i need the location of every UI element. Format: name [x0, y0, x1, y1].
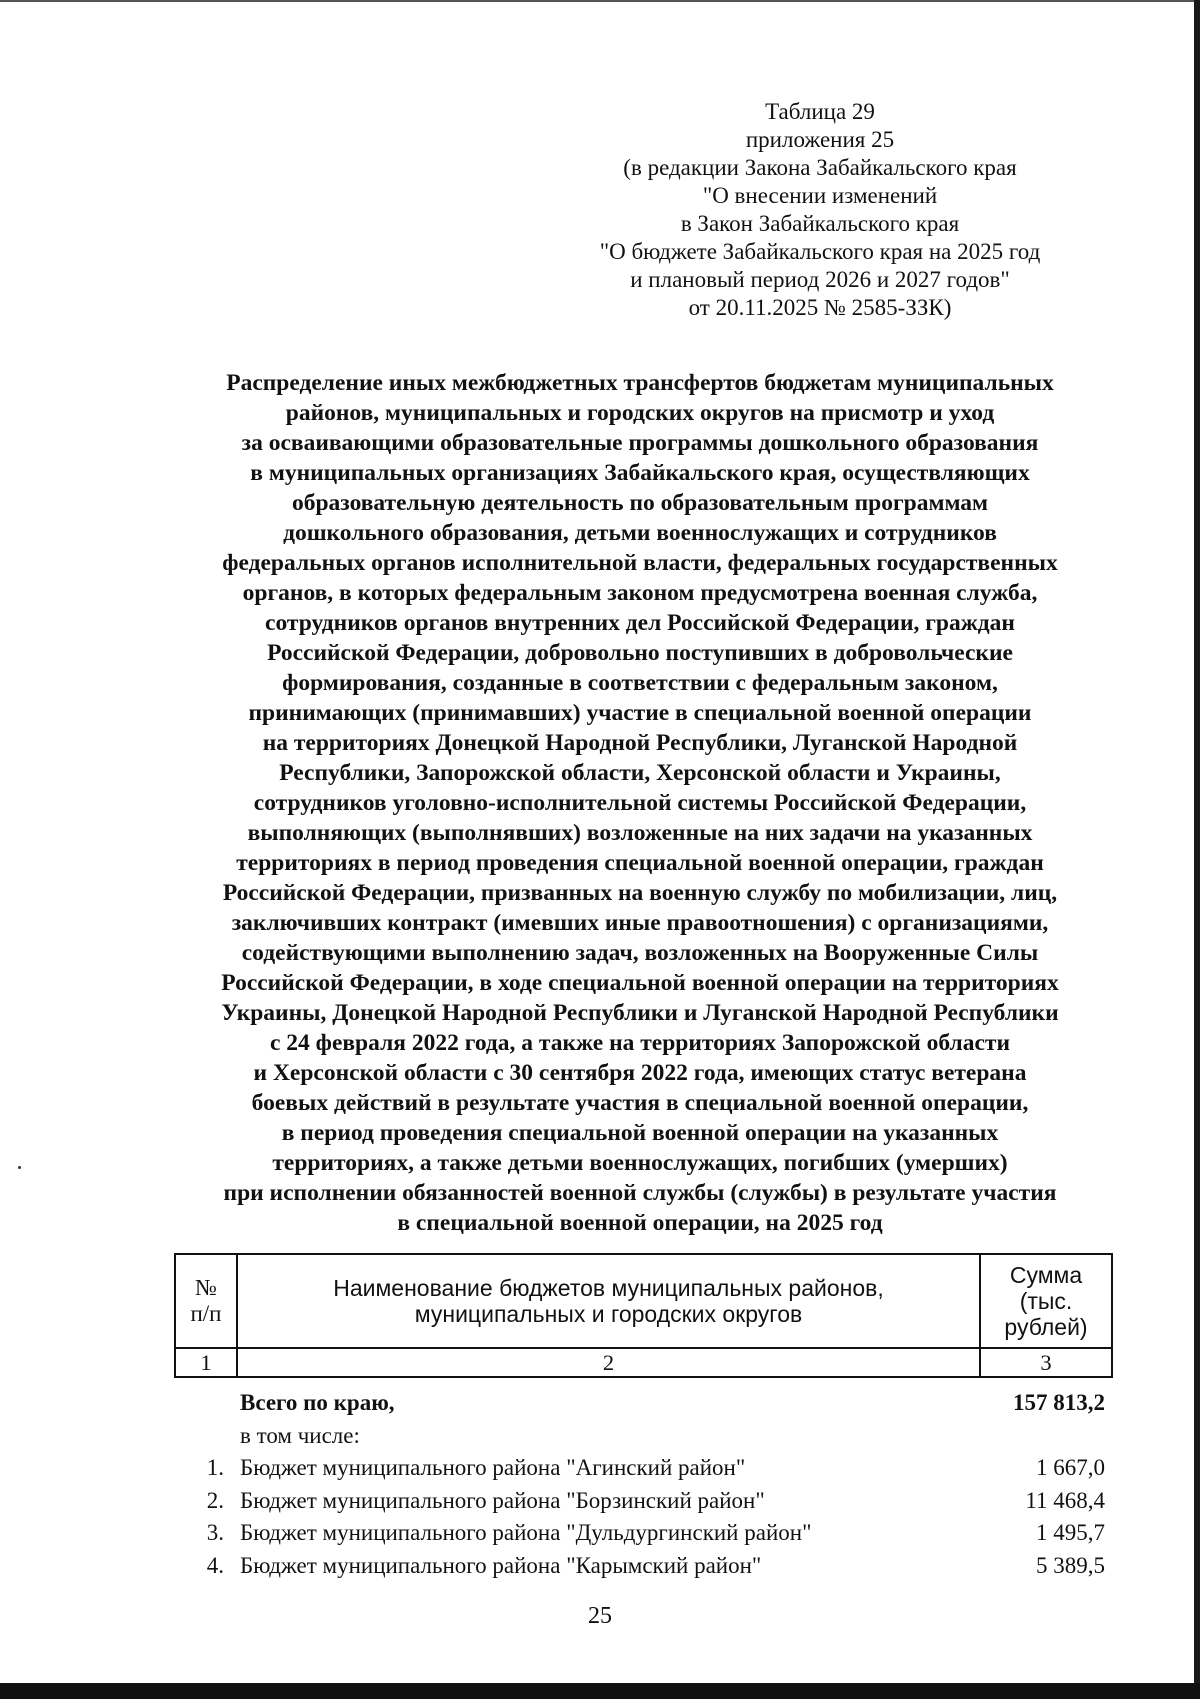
title-line: за осваивающими образовательные программы дошкольного образования	[241, 430, 1039, 456]
row-name: в том числе:	[240, 1422, 360, 1448]
page-number: 25	[588, 1603, 612, 1629]
title-line: Распределение иных межбюджетных трансфертов бюджетам муниципальных	[226, 370, 1054, 396]
row-number: 1.	[206, 1455, 224, 1480]
title-line: образовательную деятельность по образовательным программам	[291, 490, 989, 516]
column-header-name: Наименование бюджетов муниципальных районов, муниципальных и городских округов	[237, 1254, 980, 1348]
scan-edge-bottom	[0, 1683, 1200, 1699]
header-line: "О внесении изменений	[702, 183, 938, 208]
table-row	[174, 1485, 1113, 1518]
row-name: Бюджет муниципального района "Дульдургинский район"	[240, 1520, 812, 1545]
title-line: территориях в период проведения специальной военной операции, граждан	[236, 850, 1044, 876]
title-line: заключивших контракт (имевших иные правоотношения) с организациями,	[231, 910, 1049, 936]
row-sum: 1 495,7	[1036, 1520, 1105, 1545]
title-line: в период проведения специальной военной операции на указанных	[281, 1120, 999, 1146]
row-name: Бюджет муниципального района "Карымский район"	[240, 1552, 762, 1578]
header-line: "О бюджете Забайкальского края на 2025 год	[599, 239, 1041, 264]
title-line: Российской Федерации, призванных на военную службу по мобилизации, лиц,	[222, 880, 1058, 906]
title-line: Российской Федерации, добровольно поступивших в добровольческие	[267, 640, 1013, 666]
title-line: выполняющих (выполнявших) возложенные на них задачи на указанных	[247, 820, 1033, 846]
table-row	[174, 1517, 1113, 1550]
table-row	[174, 1452, 1113, 1485]
row-number	[174, 1420, 240, 1453]
appendix-header	[560, 98, 1080, 322]
title-line: районов, муниципальных и городских округов на присмотр и уход	[285, 400, 995, 426]
document-title	[160, 368, 1120, 1238]
row-sum: 1 667,0	[1036, 1455, 1105, 1480]
table-row-including	[174, 1420, 1113, 1453]
row-number	[174, 1387, 240, 1420]
row-name: Всего по краю,	[240, 1390, 395, 1415]
title-line: Российской Федерации, в ходе специальной военной операции на территориях	[221, 970, 1059, 996]
header-line: Таблица 29	[765, 99, 875, 124]
header-line: от 20.11.2025 № 2585-ЗЗК)	[688, 295, 952, 320]
row-number: 4.	[206, 1552, 224, 1578]
column-index: 3	[980, 1348, 1112, 1377]
scan-edge-top	[0, 0, 1200, 2]
row-sum: 5 389,5	[1036, 1552, 1105, 1578]
header-line: в Закон Забайкальского края	[680, 211, 960, 236]
table-body	[174, 1387, 1113, 1582]
title-line: с 24 февраля 2022 года, а также на территориях Запорожской области	[270, 1030, 1010, 1056]
row-number: 3.	[206, 1520, 224, 1545]
table-header	[174, 1253, 1113, 1378]
row-sum	[945, 1420, 1113, 1453]
row-name: Бюджет муниципального района "Борзинский район"	[240, 1487, 765, 1513]
column-index: 1	[175, 1348, 237, 1377]
row-sum: 157 813,2	[1013, 1390, 1105, 1415]
title-line: и Херсонской области с 30 сентября 2022 года, имеющих статус ветерана	[253, 1060, 1027, 1086]
header-line: (в редакции Закона Забайкальского края	[623, 155, 1017, 180]
title-line: формирования, созданные в соответствии с федеральным законом,	[282, 670, 998, 696]
row-name: Бюджет муниципального района "Агинский район"	[240, 1455, 746, 1480]
title-line: органов, в которых федеральным законом предусмотрена военная служба,	[242, 580, 1038, 606]
title-line: территориях, а также детьми военнослужащих, погибших (умерших)	[272, 1150, 1008, 1176]
row-number: 2.	[206, 1487, 224, 1513]
title-line: в специальной военной операции, на 2025 год	[397, 1210, 883, 1236]
title-line: сотрудников уголовно-исполнительной системы Российской Федерации,	[253, 790, 1027, 816]
scan-edge-right	[1194, 0, 1200, 1699]
table-row	[174, 1550, 1113, 1583]
table-row-total	[174, 1387, 1113, 1420]
column-header-sum: Сумма (тыс. рублей)	[980, 1254, 1112, 1348]
column-header-number: № п/п	[175, 1254, 237, 1348]
title-line: Республики, Запорожской области, Херсонской области и Украины,	[279, 760, 1001, 786]
row-sum: 11 468,4	[1025, 1487, 1105, 1513]
header-line: приложения 25	[745, 127, 895, 152]
title-line: сотрудников органов внутренних дел Российской Федерации, граждан	[265, 610, 1015, 636]
title-line: боевых действий в результате участия в специальной военной операции,	[251, 1090, 1029, 1116]
title-line: дошкольного образования, детьми военнослужащих и сотрудников	[283, 520, 997, 546]
title-line: при исполнении обязанностей военной службы (службы) в результате участия	[223, 1180, 1057, 1206]
title-line: на территориях Донецкой Народной Республики, Луганской Народной	[262, 730, 1018, 756]
title-line: содействующими выполнению задач, возложенных на Вооруженные Силы	[241, 940, 1039, 966]
title-line: принимающих (принимавших) участие в специальной военной операции	[248, 700, 1032, 726]
column-index: 2	[237, 1348, 980, 1377]
title-line: Украины, Донецкой Народной Республики и Луганской Народной Республики	[221, 1000, 1059, 1026]
title-line: федеральных органов исполнительной власти, федеральных государственных	[222, 550, 1058, 576]
scan-speck	[18, 1166, 21, 1169]
header-line: и плановый период 2026 и 2027 годов"	[630, 267, 1010, 292]
title-line: в муниципальных организациях Забайкальского края, осуществляющих	[250, 460, 1030, 486]
